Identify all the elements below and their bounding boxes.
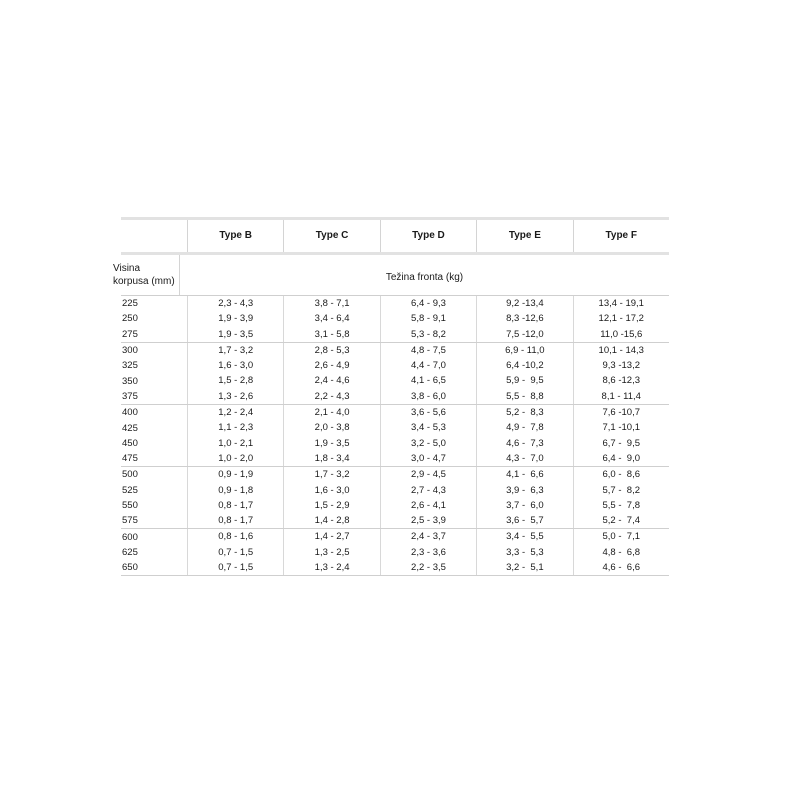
table-cell: 6,7 - 9,5 [573, 436, 669, 451]
row-height-label: 400 [122, 407, 138, 419]
table-cell: 1,4 - 2,7 [283, 529, 379, 544]
table-row [121, 560, 669, 575]
table-cell: 2,3 - 3,6 [380, 545, 476, 560]
table-cell: 1,5 - 2,9 [283, 498, 379, 513]
table-row [121, 296, 669, 311]
table-cell: 0,7 - 1,5 [187, 545, 283, 560]
table-cell: 5,9 - 9,5 [476, 373, 572, 388]
table-cell: 3,2 - 5,0 [380, 436, 476, 451]
table-cell: 3,1 - 5,8 [283, 327, 379, 342]
table-cell: 5,5 - 7,8 [573, 498, 669, 513]
row-height-label: 300 [122, 345, 138, 357]
table-cell: 3,2 - 5,1 [476, 560, 572, 575]
table-cell: 0,7 - 1,5 [187, 560, 283, 575]
row-height-label: 425 [122, 422, 138, 434]
table-cell: 3,6 - 5,7 [476, 513, 572, 528]
table-cell: 5,7 - 8,2 [573, 483, 669, 498]
row-height-label: 625 [122, 546, 138, 558]
table-row [121, 513, 669, 528]
table-cell: 1,9 - 3,5 [283, 436, 379, 451]
table-cell: 6,4 - 9,3 [380, 296, 476, 311]
unit-label: Težina fronta (kg) [179, 255, 669, 295]
table-cell: 1,8 - 3,4 [283, 451, 379, 466]
table-cell: 5,8 - 9,1 [380, 311, 476, 326]
header-type-c: Type C [283, 220, 379, 252]
table-cell: 7,1 -10,1 [573, 420, 669, 435]
table-row [121, 358, 669, 373]
table-row [121, 545, 669, 560]
row-height-label: 325 [122, 360, 138, 372]
table-row [121, 483, 669, 498]
table-cell: 4,1 - 6,6 [476, 467, 572, 482]
table-cell: 4,3 - 7,0 [476, 451, 572, 466]
table-cell: 6,4 -10,2 [476, 358, 572, 373]
table-cell: 8,6 -12,3 [573, 373, 669, 388]
table-cell: 3,4 - 6,4 [283, 311, 379, 326]
table-cell: 1,3 - 2,4 [283, 560, 379, 575]
table-cell: 5,0 - 7,1 [573, 529, 669, 544]
table-cell: 1,7 - 3,2 [283, 467, 379, 482]
header-type-f: Type F [573, 220, 669, 252]
table-row [121, 373, 669, 388]
table-row [121, 498, 669, 513]
row-group [121, 467, 669, 529]
row-height-label: 350 [122, 375, 138, 387]
row-height-label: 550 [122, 500, 138, 511]
table-cell: 1,5 - 2,8 [187, 373, 283, 388]
row-height-label: 250 [122, 313, 138, 325]
table-cell: 2,2 - 4,3 [283, 389, 379, 404]
table-cell: 13,4 - 19,1 [573, 296, 669, 311]
table-cell: 7,5 -12,0 [476, 327, 572, 342]
table-cell: 3,3 - 5,3 [476, 545, 572, 560]
table-cell: 3,8 - 6,0 [380, 389, 476, 404]
table-cell: 1,6 - 3,0 [283, 483, 379, 498]
table-cell: 5,5 - 8,8 [476, 389, 572, 404]
row-height-label: 375 [122, 390, 138, 402]
table-row [121, 467, 669, 482]
table-cell: 11,0 -15,6 [573, 327, 669, 342]
table-cell: 2,3 - 4,3 [187, 296, 283, 311]
row-height-label: 600 [122, 531, 138, 543]
table-row [121, 389, 669, 404]
table-cell: 2,9 - 4,5 [380, 467, 476, 482]
row-group [121, 405, 669, 467]
table-cell: 8,3 -12,6 [476, 311, 572, 326]
table-cell: 3,7 - 6,0 [476, 498, 572, 513]
row-height-label: 475 [122, 453, 138, 465]
header-row [121, 220, 669, 252]
table-cell: 4,4 - 7,0 [380, 358, 476, 373]
table-cell: 2,6 - 4,9 [283, 358, 379, 373]
table-cell: 12,1 - 17,2 [573, 311, 669, 326]
table-cell: 1,0 - 2,0 [187, 451, 283, 466]
table-cell: 6,4 - 9,0 [573, 451, 669, 466]
table-row [121, 451, 669, 466]
table-cell: 2,2 - 3,5 [380, 560, 476, 575]
table-body [121, 296, 669, 576]
row-height-label: 525 [122, 484, 138, 496]
table-cell: 2,4 - 4,6 [283, 373, 379, 388]
table-cell: 9,3 -13,2 [573, 358, 669, 373]
row-group [121, 343, 669, 405]
table-cell: 1,7 - 3,2 [187, 343, 283, 358]
table-cell: 1,9 - 3,9 [187, 311, 283, 326]
table-cell: 3,0 - 4,7 [380, 451, 476, 466]
table-cell: 3,6 - 5,6 [380, 405, 476, 420]
table-cell: 1,6 - 3,0 [187, 358, 283, 373]
table-cell: 1,4 - 2,8 [283, 513, 379, 528]
table-cell: 2,5 - 3,9 [380, 513, 476, 528]
table-row [121, 405, 669, 420]
table-cell: 3,9 - 6,3 [476, 483, 572, 498]
table-row [121, 529, 669, 544]
table-cell: 4,1 - 6,5 [380, 373, 476, 388]
table-cell: 1,9 - 3,5 [187, 327, 283, 342]
header-type-d: Type D [380, 220, 476, 252]
table-cell: 2,0 - 3,8 [283, 420, 379, 435]
row-height-label: 450 [122, 437, 138, 449]
table-cell: 3,4 - 5,3 [380, 420, 476, 435]
table-cell: 2,7 - 4,3 [380, 483, 476, 498]
table-cell: 2,4 - 3,7 [380, 529, 476, 544]
row-height-label: 225 [122, 298, 138, 310]
table-cell: 4,9 - 7,8 [476, 420, 572, 435]
table-row [121, 343, 669, 358]
table-cell: 0,8 - 1,6 [187, 529, 283, 544]
table-cell: 4,6 - 7,3 [476, 436, 572, 451]
table-cell: 6,0 - 8,6 [573, 467, 669, 482]
row-height-label: 575 [122, 515, 138, 527]
row-group [121, 296, 669, 343]
row-group [121, 529, 669, 576]
table-row [121, 436, 669, 451]
table-cell: 2,6 - 4,1 [380, 498, 476, 513]
table-cell: 5,2 - 8,3 [476, 405, 572, 420]
table-row [121, 420, 669, 435]
table-cell: 4,8 - 7,5 [380, 343, 476, 358]
weight-table [113, 217, 669, 576]
table-cell: 0,9 - 1,9 [187, 467, 283, 482]
table-cell: 4,8 - 6,8 [573, 545, 669, 560]
table-cell: 7,6 -10,7 [573, 405, 669, 420]
table-cell: 0,9 - 1,8 [187, 483, 283, 498]
table-cell: 5,2 - 7,4 [573, 513, 669, 528]
table-cell: 0,8 - 1,7 [187, 513, 283, 528]
table-cell: 5,3 - 8,2 [380, 327, 476, 342]
table-row [121, 311, 669, 326]
table-cell: 10,1 - 14,3 [573, 343, 669, 358]
header-type-e: Type E [476, 220, 572, 252]
subheader-row [113, 255, 669, 295]
table-cell: 2,8 - 5,3 [283, 343, 379, 358]
table-cell: 0,8 - 1,7 [187, 498, 283, 513]
row-height-label: 275 [122, 328, 138, 340]
table-cell: 3,4 - 5,5 [476, 529, 572, 544]
table-cell: 8,1 - 11,4 [573, 389, 669, 404]
table-cell: 9,2 -13,4 [476, 296, 572, 311]
table-cell: 2,1 - 4,0 [283, 405, 379, 420]
row-label-line-1: Visina [113, 263, 141, 274]
table-row [121, 327, 669, 342]
row-label-heading [113, 255, 179, 295]
table-cell: 1,2 - 2,4 [187, 405, 283, 420]
table-cell: 1,3 - 2,6 [187, 389, 283, 404]
table-cell: 1,1 - 2,3 [187, 420, 283, 435]
row-label-line-2: korpusa (mm) [113, 276, 175, 287]
table-cell: 4,6 - 6,6 [573, 560, 669, 575]
header-type-b: Type B [187, 220, 283, 252]
table-cell: 3,8 - 7,1 [283, 296, 379, 311]
table-cell: 1,0 - 2,1 [187, 436, 283, 451]
table-cell: 1,3 - 2,5 [283, 545, 379, 560]
table-cell: 6,9 - 11,0 [476, 343, 572, 358]
row-height-label: 500 [122, 469, 138, 481]
row-height-label: 650 [122, 562, 138, 574]
